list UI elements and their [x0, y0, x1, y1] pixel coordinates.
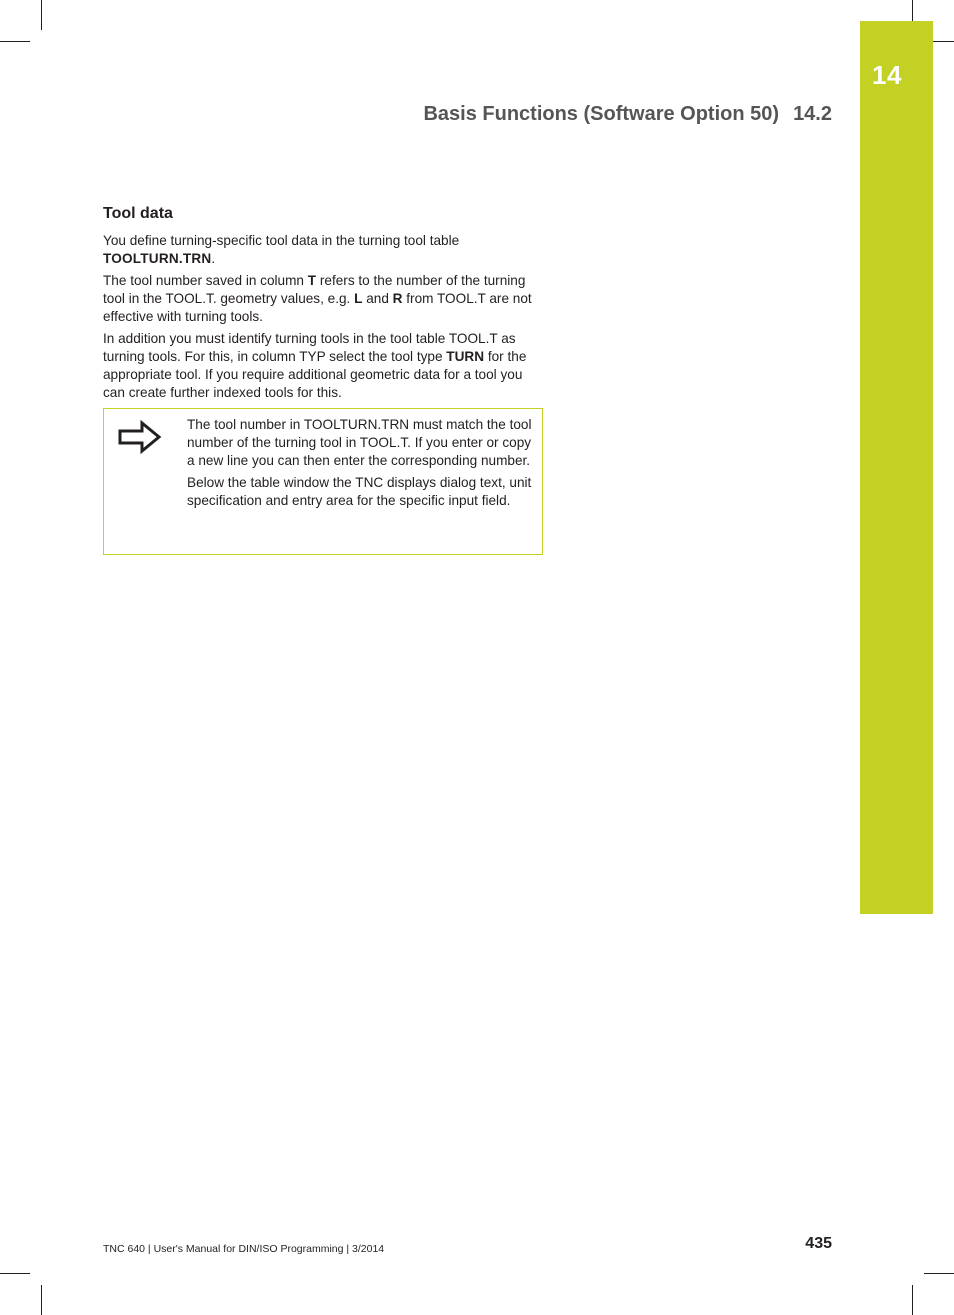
running-head-section-number: 14.2 — [793, 103, 832, 125]
paragraph-1 — [103, 232, 543, 268]
text-run: and — [362, 291, 393, 306]
section-title: Tool data — [103, 205, 173, 222]
crop-mark — [912, 1285, 913, 1315]
value-name: R — [392, 291, 403, 306]
text-run: You define turning-specific tool data in the turning tool table — [103, 233, 460, 248]
note-paragraph-1: The tool number in TOOLTURN.TRN must match the tool number of the turning tool in TOOL.T. If you enter or copy a new line you can then enter the corresponding number. — [187, 417, 532, 468]
running-head-title: Basis Functions (Software Option 50) — [423, 103, 780, 125]
text-run: The tool number saved in column — [103, 273, 308, 288]
text-run: from TOOL.T are not effective with turning tools. — [103, 291, 532, 324]
crop-mark — [41, 0, 42, 30]
chapter-tab — [860, 21, 933, 914]
column-name: T — [307, 273, 317, 288]
crop-mark — [0, 41, 30, 42]
note-paragraph-2: Below the table window the TNC displays dialog text, unit specification and entry area for the specific input field. — [187, 475, 532, 508]
crop-mark — [0, 1273, 30, 1274]
crop-mark — [924, 1273, 954, 1274]
running-head — [423, 103, 832, 126]
text-run: . — [211, 251, 216, 266]
value-name: L — [354, 291, 363, 306]
file-name: TOOLTURN.TRN — [103, 251, 212, 266]
text-run: for the appropriate tool. If you require additional geometric data for a tool you can create further indexed tools for this. — [103, 349, 527, 400]
note-divider — [185, 409, 186, 554]
note-text — [187, 416, 537, 514]
arrow-right-icon — [118, 420, 162, 454]
chapter-number: 14 — [872, 60, 902, 90]
footer-text: TNC 640 | User's Manual for DIN/ISO Programming | 3/2014 — [103, 1243, 385, 1255]
paragraph-2 — [103, 272, 543, 326]
page-number: 435 — [805, 1235, 832, 1252]
paragraph-3 — [103, 330, 543, 402]
text-run: In addition you must identify turning tools in the tool table TOOL.T as turning tools. For this, in column TYP select the tool type — [103, 331, 516, 364]
text-run: refers to the number of the turning tool in the TOOL.T. geometry values, e.g. — [103, 273, 526, 306]
crop-mark — [41, 1285, 42, 1315]
tool-type: TURN — [446, 349, 485, 364]
